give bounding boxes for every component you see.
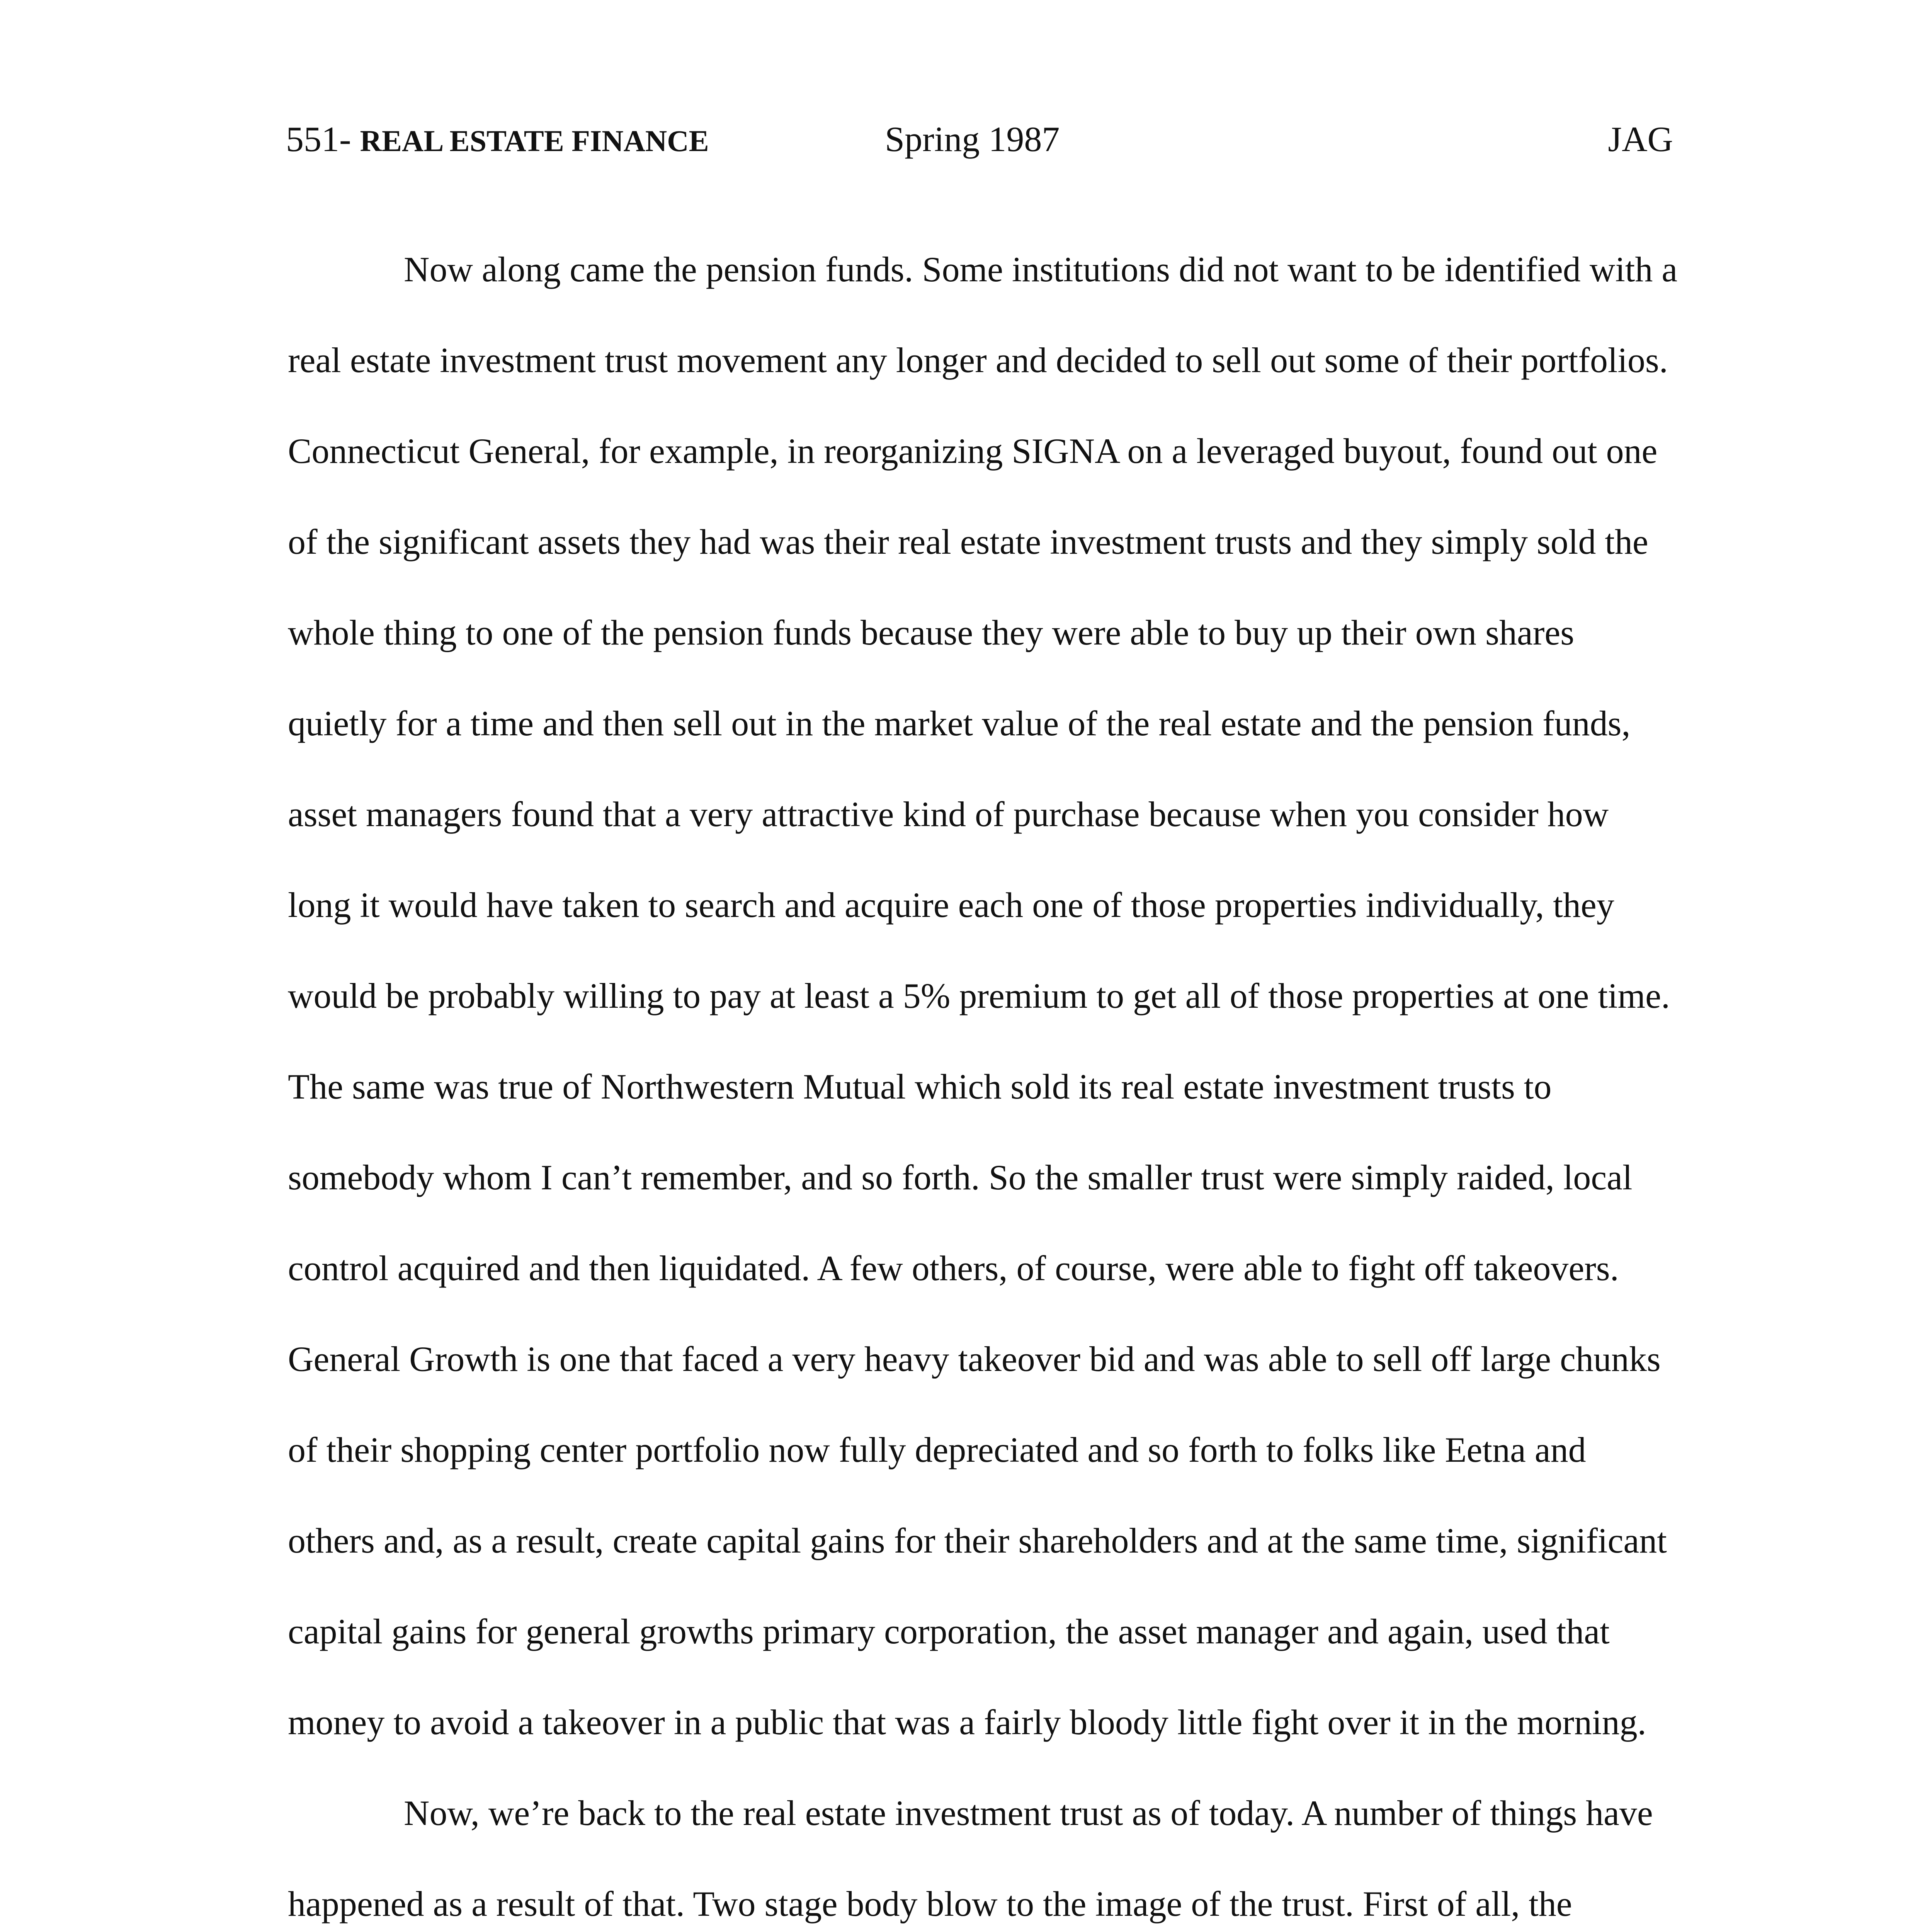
course-title: REAL ESTATE FINANCE [360,124,709,158]
page-header [0,116,1932,162]
term-label: Spring 1987 [885,119,1060,159]
course-heading [286,116,709,164]
transcript-body [288,224,1679,1932]
paragraph: Now along came the pension funds. Some institutions did not want to be identified with a real estate investment trust movement any longer and decided to sell out some of their portfolios. Connecticut General, for example, in reorganizing SIGNA on a leveraged buyout, found out one of the significant assets they had was their real estate investment trusts and they simply sold the whole thing to one of the pension funds because they were able to buy up their own shares quietly for a time and then sell out in the market value of the real estate and the pension funds, asset managers found that a very attractive kind of purchase because when you consider how long it would have taken to search and acquire each one of those properties individually, they would be probably willing to pay at least a 5% premium to get all of those properties at one time. The same was true of Northwestern Mutual which sold its real estate investment trusts to somebody whom I can’t remember, and so forth. So the smaller trust were simply raided, local control acquired and then liquidated. A few others, of course, were able to fight off takeovers. General Growth is one that faced a very heavy takeover bid and was able to sell off large chunks of their shopping center portfolio now fully depreciated and so forth to folks like Eetna and others and, as a result, create capital gains for their shareholders and at the same time, significant capital gains for general growths primary corporation, the asset manager and again, used that money to avoid a takeover in a public that was a fairly bloody little fight over it in the morning. [288,250,1678,1742]
paragraph: Now, we’re back to the real estate investment trust as of today. A number of things have happened as a result of that. Two stage body blow to the image of the trust. First of all, the [288,1793,1653,1923]
course-number: 551- [286,119,360,159]
author-initials: JAG [1608,119,1673,159]
